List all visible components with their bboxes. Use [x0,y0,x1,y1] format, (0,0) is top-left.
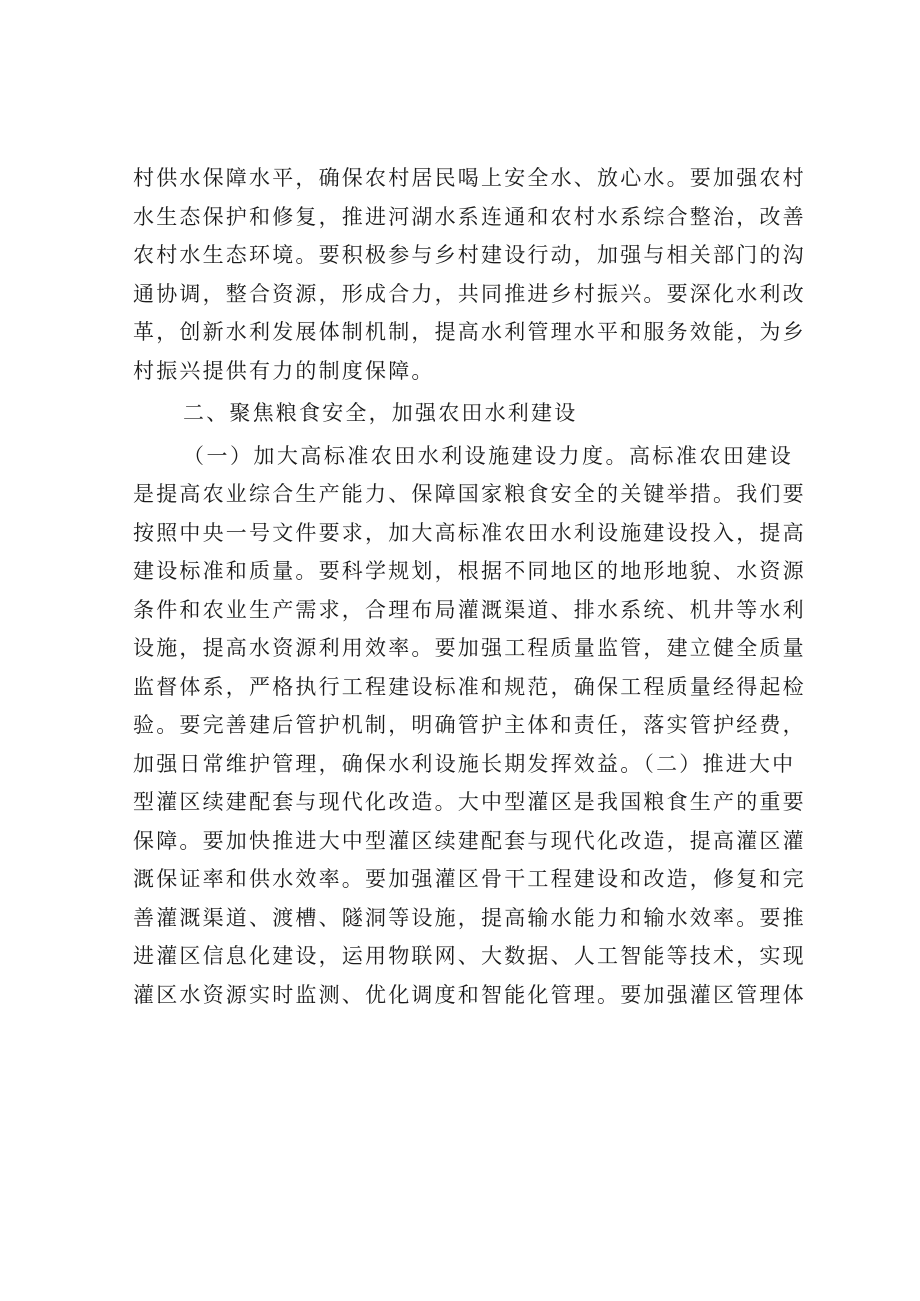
text-line: 灌区水资源实时监测、优化调度和智能化管理。要加强灌区管理体 [133,982,806,1007]
text-line: 革，创新水利发展体制机制，提高水利管理水平和服务效能，为乡 [133,320,806,344]
paragraph-rural-water [133,159,806,390]
text-line: 型灌区续建配套与现代化改造。大中型灌区是我国粮食生产的重要 [133,790,806,814]
text-line: 保障。要加快推进大中型灌区续建配套与现代化改造，提高灌区灌 [133,828,806,853]
text-line: （一）加大高标准农田水利设施建设力度。高标准农田建设 [183,443,793,468]
text-line: 进灌区信息化建设，运用物联网、大数据、人工智能等技术，实现 [133,944,806,968]
text-line: 村振兴提供有力的制度保障。 [133,358,435,383]
paragraph-farmland-irrigation [133,437,806,1015]
document-body [133,159,806,1014]
text-line: 农村水生态环境。要积极参与乡村建设行动，加强与相关部门的沟 [133,243,806,267]
text-line: 是提高农业综合生产能力、保障国家粮食安全的关键举措。我们要 [133,482,806,506]
text-line: 加强日常维护管理，确保水利设施长期发挥效益。（二）推进大中 [133,751,796,776]
text-line: 建设标准和质量。要科学规划，根据不同地区的地形地貌、水资源 [133,559,806,583]
text-line: 设施，提高水资源利用效率。要加强工程质量监管，建立健全质量 [133,636,806,660]
text-line: 水生态保护和修复，推进河湖水系连通和农村水系综合整治，改善 [133,204,806,229]
text-line: 验。要完善建后管护机制，明确管护主体和责任，落实管护经费， [133,713,806,737]
text-line: 善灌溉渠道、渡槽、隧洞等设施，提高输水能力和输水效率。要推 [133,905,806,930]
section-heading: 二、聚焦粮食安全，加强农田水利建设 [183,401,578,425]
text-line: 村供水保障水平，确保农村居民喝上安全水、放心水。要加强农村 [133,166,806,190]
text-line: 通协调，整合资源，形成合力，共同推进乡村振兴。要深化水利改 [133,281,806,306]
text-line: 按照中央一号文件要求，加大高标准农田水利设施建设投入，提高 [133,520,806,545]
text-line: 条件和农业生产需求，合理布局灌溉渠道、排水系统、机井等水利 [133,597,806,622]
text-line: 监督体系，严格执行工程建设标准和规范，确保工程质量经得起检 [133,674,806,699]
text-line: 溉保证率和供水效率。要加强灌区骨干工程建设和改造，修复和完 [133,867,806,891]
